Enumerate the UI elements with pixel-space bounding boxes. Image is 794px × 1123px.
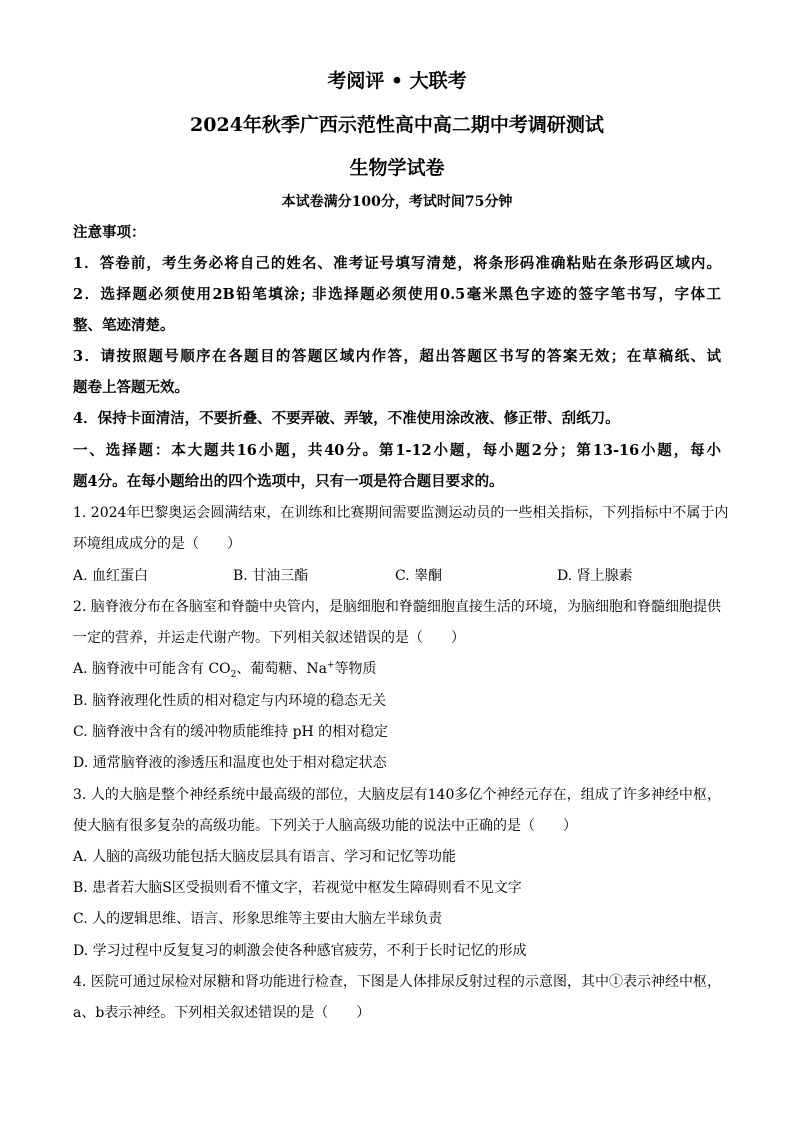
question-1-stem-line-2: 环境组成成分的是（ ） (73, 536, 241, 552)
note-3-line-1: 3．请按照题号顺序在各题目的答题区域内作答，超出答题区书写的答案无效；在草稿纸、试 (73, 348, 721, 365)
question-2-option-c: C. 脑脊液中含有的缓冲物质能维持 pH 的相对稳定 (73, 724, 389, 740)
note-2-line-1: 2．选择题必须使用2B铅笔填涂; 非选择题必须使用0.5毫米黑色字迹的签字笔书写，字体工 (73, 286, 721, 303)
option-a-text-part-1: A. 脑脊液中可能含有 CO (73, 661, 231, 677)
question-4-stem-line-1: 4. 医院可通过尿检对尿糖和肾功能进行检查，下图是人体排尿反射过程的示意图，其中①表示神经中枢， (73, 974, 721, 990)
co2-subscript: 2 (230, 669, 237, 680)
note-3-line-2: 题卷上答题无效。 (73, 379, 189, 396)
question-3-option-c: C. 人的逻辑思维、语言、形象思维等主要由大脑左半球负责 (73, 911, 443, 927)
question-2-option-a (73, 659, 377, 679)
section-1-heading-line-1: 一、选择题：本大题共16小题，共40分。第1-12小题，每小题2分；第13-16小题，每小 (73, 442, 721, 459)
exam-title: 2024年秋季广西示范性高中高二期中考调研测试 (190, 114, 604, 136)
question-2-stem-line-2: 一定的营养，并运走代谢产物。下列相关叙述错误的是（ ） (73, 630, 465, 646)
question-3-stem-line-2: 使大脑有很多复杂的高级功能。下列关于人脑高级功能的说法中正确的是（ ） (73, 818, 577, 834)
question-2-stem-line-1: 2. 脑脊液分布在各脑室和脊髓中央管内，是脑细胞和脊髓细胞直接生活的环境，为脑细胞和脊髓细胞提供 (73, 599, 721, 615)
section-1-heading-line-2: 题4分。在每小题给出的四个选项中，只有一项是符合题目要求的。 (73, 473, 504, 490)
note-2-line-2: 整、笔迹清楚。 (73, 317, 175, 334)
sodium-ion-superscript: + (327, 660, 335, 671)
question-2-option-b: B. 脑脊液理化性质的相对稳定与内环境的稳态无关 (73, 693, 387, 709)
question-1-option-c: C. 睾酮 (395, 568, 443, 584)
exam-info: 本试卷满分100分，考试时间75分钟 (281, 194, 513, 210)
option-a-text-part-2: 、葡萄糖、Na (236, 661, 327, 677)
question-1-stem-line-1: 1. 2024年巴黎奥运会圆满结束，在训练和比赛期间需要监测运动员的一些相关指标，下列指标中不属于内 (73, 505, 729, 521)
question-1-option-b: B. 甘油三酯 (233, 568, 309, 584)
question-2-option-d: D. 通常脑脊液的渗透压和温度也处于相对稳定状态 (73, 755, 387, 771)
question-3-option-b: B. 患者若大脑S区受损则看不懂文字，若视觉中枢发生障碍则看不见文字 (73, 880, 522, 896)
question-1-option-a: A. 血红蛋白 (73, 568, 149, 584)
question-1-option-d: D. 肾上腺素 (557, 568, 633, 584)
option-a-text-part-3: 等物质 (334, 661, 377, 677)
question-4-stem-line-2: a、b表示神经。下列相关叙述错误的是（ ） (73, 1005, 371, 1021)
notes-heading: 注意事项： (73, 224, 146, 241)
question-3-stem-line-1: 3. 人的大脑是整个神经系统中最高级的部位，大脑皮层有140多亿个神经元存在，组成了许多神经中枢， (73, 787, 721, 803)
exam-series-title: 考阅评 • 大联考 (327, 70, 467, 92)
note-1: 1．答卷前，考生务必将自己的姓名、准考证号填写清楚，将条形码准确粘贴在条形码区域内。 (73, 255, 721, 272)
question-3-option-d: D. 学习过程中反复复习的刺激会使各种感官疲劳，不利于长时记忆的形成 (73, 943, 527, 959)
note-4: 4．保持卡面清洁，不要折叠、不要弄破、弄皱，不准使用涂改液、修正带、刮纸刀。 (73, 410, 620, 427)
question-3-option-a: A. 人脑的高级功能包括大脑皮层具有语言、学习和记忆等功能 (73, 849, 457, 865)
subject-title: 生物学试卷 (349, 157, 445, 179)
